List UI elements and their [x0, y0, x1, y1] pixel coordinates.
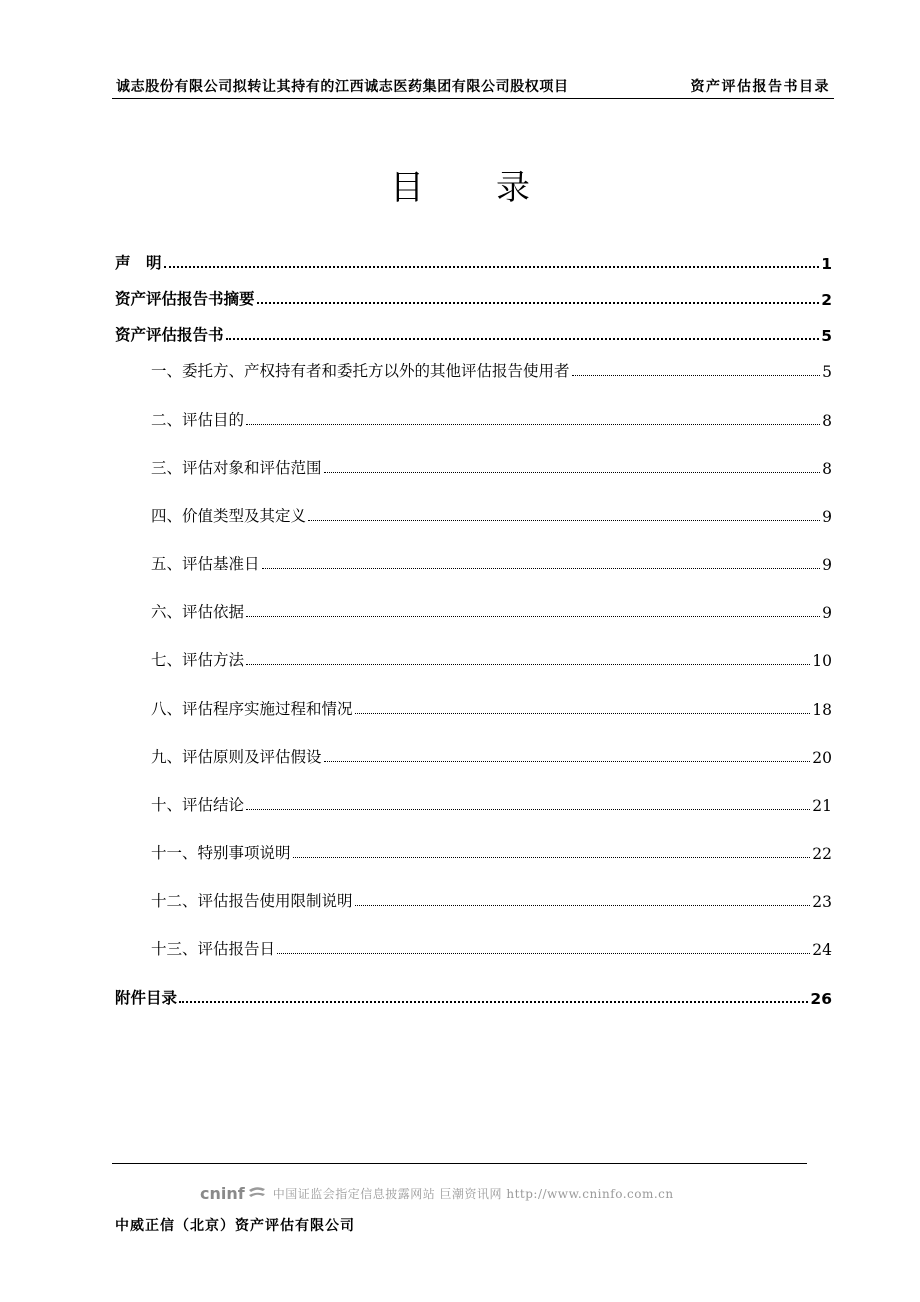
toc-entry-label: 十一、特别事项说明: [151, 844, 291, 862]
toc-leader-dots: [572, 374, 821, 376]
toc-entry-label: 六、评估依据: [151, 603, 245, 621]
toc-leader-dots: [262, 567, 821, 569]
page-title: 目录: [390, 168, 602, 208]
toc-entry[interactable]: [115, 835, 832, 863]
toc-entry-label: 九、评估原则及评估假设: [151, 748, 322, 766]
toc-leader-dots: [277, 952, 810, 954]
toc-entry[interactable]: [115, 353, 832, 381]
toc-entry-label: 二、评估目的: [151, 411, 245, 429]
toc-leader-dots: [164, 265, 820, 268]
toc-entry-page-number: 5: [822, 363, 832, 381]
toc-entry[interactable]: [115, 691, 832, 719]
toc-entry-page-number: 22: [812, 845, 832, 863]
cninfo-watermark-text: 中国证监会指定信息披露网站 巨潮资讯网 http://www.cninfo.com.cn: [272, 1186, 674, 1201]
toc-entry[interactable]: [115, 450, 832, 478]
cninfo-logo-text: cninf: [200, 1183, 245, 1203]
toc-entry-page-number: 2: [821, 291, 832, 309]
toc-entry-page-number: 20: [812, 749, 832, 767]
toc-entry[interactable]: [115, 787, 832, 815]
toc-entry-label: 五、评估基准日: [151, 555, 260, 573]
toc-entry[interactable]: [115, 245, 832, 273]
toc-entry-page-number: 9: [822, 508, 832, 526]
footer-company-name: 中威正信（北京）资产评估有限公司: [115, 1218, 355, 1234]
toc-entry-label: 声 明: [115, 254, 162, 272]
toc-entry-label: 资产评估报告书摘要: [115, 290, 255, 308]
toc-leader-dots: [293, 856, 811, 858]
toc-entry-label: 附件目录: [115, 989, 178, 1007]
page-header: [112, 74, 834, 99]
toc-entry[interactable]: [115, 642, 832, 670]
toc-entry-label: 十、评估结论: [151, 796, 245, 814]
toc-entry-page-number: 8: [822, 412, 832, 430]
toc-entry[interactable]: [115, 281, 832, 309]
toc-entry[interactable]: [115, 546, 832, 574]
toc-entry-page-number: 10: [812, 652, 832, 670]
toc-leader-dots: [324, 471, 821, 473]
toc-entry[interactable]: [115, 594, 832, 622]
toc-leader-dots: [246, 808, 810, 810]
toc-entry-page-number: 18: [812, 701, 832, 719]
toc-entry-label: 八、评估程序实施过程和情况: [151, 700, 353, 718]
toc-entry[interactable]: [115, 980, 832, 1008]
toc-leader-dots: [257, 301, 820, 304]
toc-leader-dots: [324, 760, 811, 762]
toc-entry-label: 一、委托方、产权持有者和委托方以外的其他评估报告使用者: [151, 362, 570, 380]
toc-entry[interactable]: [115, 931, 832, 959]
toc-entry-page-number: 5: [821, 327, 832, 345]
header-section-title: 资产评估报告书目录: [690, 79, 830, 95]
header-project-title: 诚志股份有限公司拟转让其持有的江西诚志医药集团有限公司股权项目: [116, 79, 569, 95]
toc-leader-dots: [226, 337, 820, 340]
toc-entry-page-number: 9: [822, 604, 832, 622]
toc-leader-dots: [179, 1000, 808, 1003]
toc-entry[interactable]: [115, 498, 832, 526]
toc-leader-dots: [308, 519, 820, 521]
toc-leader-dots: [246, 663, 810, 665]
toc-entry-page-number: 8: [822, 460, 832, 478]
footer-divider: [112, 1163, 807, 1164]
cninfo-watermark: [200, 1182, 730, 1204]
toc-leader-dots: [355, 904, 811, 906]
toc-entry-page-number: 23: [812, 893, 832, 911]
toc-entry[interactable]: [115, 739, 832, 767]
toc-entry-label: 七、评估方法: [151, 651, 245, 669]
toc-entry-label: 四、价值类型及其定义: [151, 507, 307, 525]
toc-entry-label: 十二、评估报告使用限制说明: [151, 892, 353, 910]
toc-leader-dots: [246, 615, 820, 617]
toc-entry-page-number: 9: [822, 556, 832, 574]
toc-entry[interactable]: [115, 883, 832, 911]
toc-entry-label: 十三、评估报告日: [151, 940, 276, 958]
toc-entry-page-number: 1: [821, 255, 832, 273]
toc-entry-page-number: 26: [810, 990, 832, 1008]
cninfo-logo-icon: [247, 1185, 267, 1201]
toc-entry-label: 三、评估对象和评估范围: [151, 459, 322, 477]
toc-entry[interactable]: [115, 402, 832, 430]
toc-entry-page-number: 24: [812, 941, 832, 959]
toc-entry[interactable]: [115, 317, 832, 345]
toc-leader-dots: [355, 712, 811, 714]
toc-leader-dots: [246, 423, 820, 425]
toc-entry-label: 资产评估报告书: [115, 326, 224, 344]
toc-entry-page-number: 21: [812, 797, 832, 815]
